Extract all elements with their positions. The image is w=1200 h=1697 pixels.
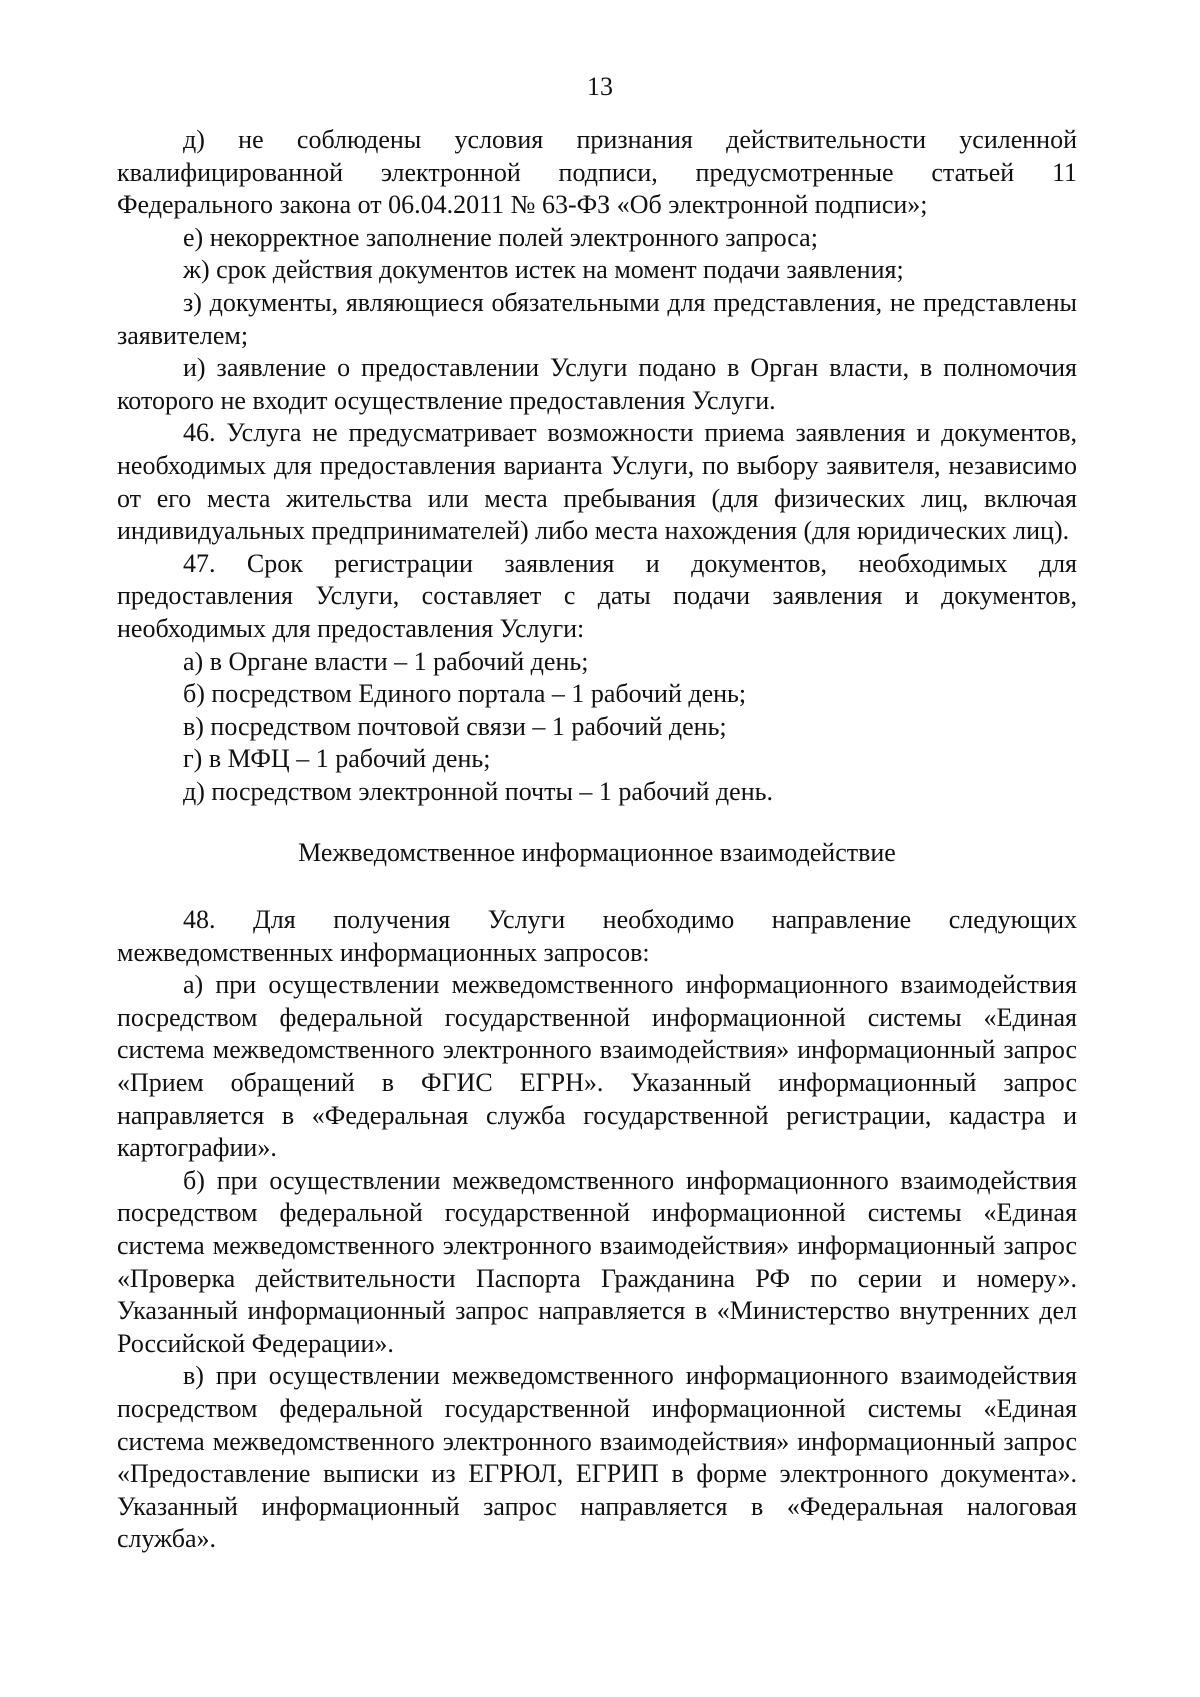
document-body xyxy=(117,124,1077,1556)
paragraph-clause-47-d: д) посредством электронной почты – 1 рабочий день. xyxy=(183,776,773,806)
paragraph-clause-48-a: а) при осуществлении межведомственного информационного взаимодействия посредством федеральной государственной информационной системы «Единая система межведомственного электронного взаимодействия» информационный запрос «Прием обращений в ФГИС ЕГРН». Указанный информационный запрос направляется в «Федеральная служба государственной регистрации, кадастра и картографии». xyxy=(117,970,1077,1163)
paragraph-item-zh-expired: ж) срок действия документов истек на момент подачи заявления; xyxy=(183,255,904,285)
paragraph-clause-48-b: б) при осуществлении межведомственного информационного взаимодействия посредством федеральной государственной информационной системы «Единая система межведомственного электронного взаимодействия» информационный запрос «Проверка действительности Паспорта Гражданина РФ по серии и номеру». Указанный информационный запрос направляется в «Министерство внутренних дел Российской Федерации». xyxy=(117,1165,1077,1358)
paragraph-item-z-documents: з) документы, являющиеся обязательными для представления, не представлены заявителем; xyxy=(117,287,1077,350)
paragraph-item-d-signature: д) не соблюдены условия признания действительности усиленной квалифицированной электронной подписи, предусмотренные статьей 11 Федерального закона от 06.04.2011 № 63-ФЗ «Об электронной подписи»; xyxy=(117,125,1077,220)
paragraph-clause-47-v: в) посредством почтовой связи – 1 рабочий день; xyxy=(183,711,727,741)
paragraph-item-e-fields: е) некорректное заполнение полей электронного запроса; xyxy=(183,222,818,252)
paragraph-clause-47: 47. Срок регистрации заявления и документов, необходимых для предоставления Услуги, составляет с даты подачи заявления и документов, необходимых для предоставления Услуги: xyxy=(117,548,1077,643)
paragraph-clause-48: 48. Для получения Услуги необходимо направление следующих межведомственных информационных запросов: xyxy=(117,905,1077,967)
paragraph-clause-47-b: б) посредством Единого портала – 1 рабочий день; xyxy=(183,679,747,709)
paragraph-clause-47-a: а) в Органе власти – 1 рабочий день; xyxy=(183,646,589,676)
paragraph-item-i-authority: и) заявление о предоставлении Услуги подано в Орган власти, в полномочия которого не входит осуществление предоставления Услуги. xyxy=(117,353,1077,415)
paragraph-clause-46: 46. Услуга не предусматривает возможности приема заявления и документов, необходимых для предоставления варианта Услуги, по выбору заявителя, независимо от его места жительства или места пребывания (для физических лиц, включая индивидуальных предпринимателей) либо места нахождения (для юридических лиц). xyxy=(117,418,1077,546)
paragraph-clause-47-g: г) в МФЦ – 1 рабочий день; xyxy=(183,744,491,774)
section-heading: Межведомственное информационное взаимодействие xyxy=(298,838,896,868)
page-number: 13 xyxy=(587,72,613,101)
paragraph-clause-48-v: в) при осуществлении межведомственного информационного взаимодействия посредством федеральной государственной информационной системы «Единая система межведомственного электронного взаимодействия» информационный запрос «Предоставление выписки из ЕГРЮЛ, ЕГРИП в форме электронного документа». Указанный информационный запрос направляется в «Федеральная налоговая служба». xyxy=(117,1361,1077,1554)
